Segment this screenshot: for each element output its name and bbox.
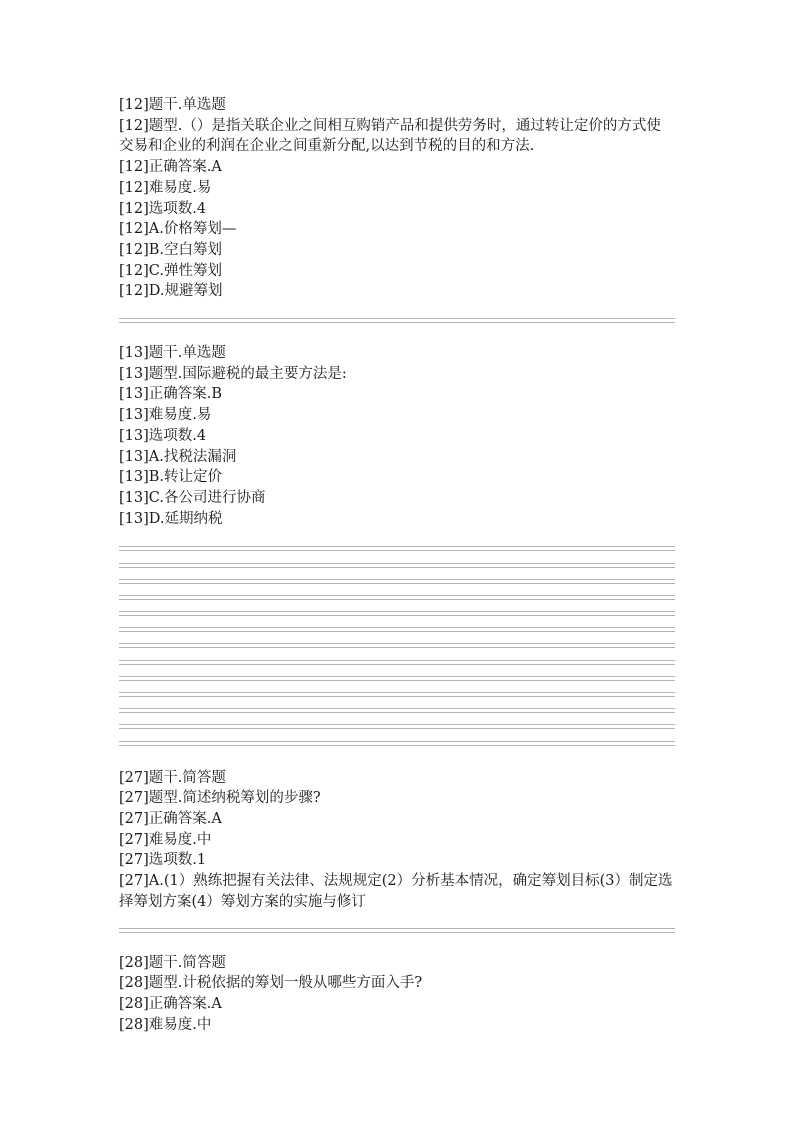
option-b: [12]B.空白筹划 — [119, 241, 223, 258]
difficulty: [28]难易度.中 — [119, 1016, 212, 1033]
separator-group — [119, 546, 675, 745]
option-count: [12]选项数.4 — [119, 200, 207, 217]
question-block-28 — [119, 953, 675, 1036]
option-count: [27]选项数.1 — [119, 852, 207, 869]
separator-rule — [119, 676, 675, 681]
difficulty: [12]难易度.易 — [119, 179, 212, 196]
separator-rule — [119, 546, 675, 551]
separator-rule — [119, 660, 675, 665]
option-d: [12]D.规避筹划 — [119, 283, 223, 300]
difficulty: [13]难易度.易 — [119, 407, 212, 424]
correct-answer: [27]正确答案.A — [119, 811, 222, 828]
question-stem: [12]题干.单选题 — [119, 97, 226, 113]
question-stem: [13]题干.单选题 — [119, 345, 226, 362]
question-text: [13]题型.国际避税的最主要方法是: — [119, 365, 347, 382]
question-stem: [28]题干.简答题 — [119, 954, 226, 971]
option-d: [13]D.延期纳税 — [119, 510, 223, 527]
option-a: [27]A.(1）熟练把握有关法律、法规规定(2）分析基本情况，确定筹划目标(3）制定选择筹划方案(4）筹划方案的实施与修订 — [119, 873, 673, 910]
option-a: [13]A.找税法漏洞 — [119, 448, 237, 465]
separator-rule — [119, 318, 675, 323]
separator-rule — [119, 595, 675, 600]
correct-answer: [13]正确答案.B — [119, 386, 223, 403]
separator-rule — [119, 611, 675, 616]
option-c: [13]C.各公司进行协商 — [119, 489, 266, 506]
option-a: [12]A.价格筹划— — [119, 221, 237, 238]
separator-rule — [119, 928, 675, 933]
question-block-13 — [119, 343, 675, 529]
question-block-27 — [119, 768, 675, 913]
difficulty: [27]难易度.中 — [119, 831, 212, 848]
separator-rule — [119, 627, 675, 632]
correct-answer: [28]正确答案.A — [119, 995, 222, 1012]
separator-rule — [119, 692, 675, 697]
option-b: [13]B.转让定价 — [119, 469, 223, 486]
document-page — [119, 95, 675, 1035]
question-text: [27]题型.简述纳税筹划的步骤? — [119, 790, 321, 807]
question-text: [12]题型.（）是指关联企业之间相互购销产品和提供劳务时，通过转让定价的方式使交易和企业的利润在企业之间重新分配,以达到节税的目的和方法. — [119, 117, 661, 155]
separator-group — [119, 318, 675, 323]
separator-rule — [119, 563, 675, 568]
question-text: [28]题型.计税依据的筹划一般从哪些方面入手? — [119, 975, 423, 992]
separator-rule — [119, 579, 675, 584]
question-stem: [27]题干.简答题 — [119, 769, 226, 786]
separator-rule — [119, 724, 675, 729]
separator-rule — [119, 708, 675, 713]
option-count: [13]选项数.4 — [119, 427, 207, 444]
separator-rule — [119, 643, 675, 648]
separator-rule — [119, 741, 675, 746]
separator-group — [119, 928, 675, 933]
correct-answer: [12]正确答案.A — [119, 159, 222, 176]
question-block-12 — [119, 95, 675, 302]
option-c: [12]C.弹性筹划 — [119, 262, 222, 279]
